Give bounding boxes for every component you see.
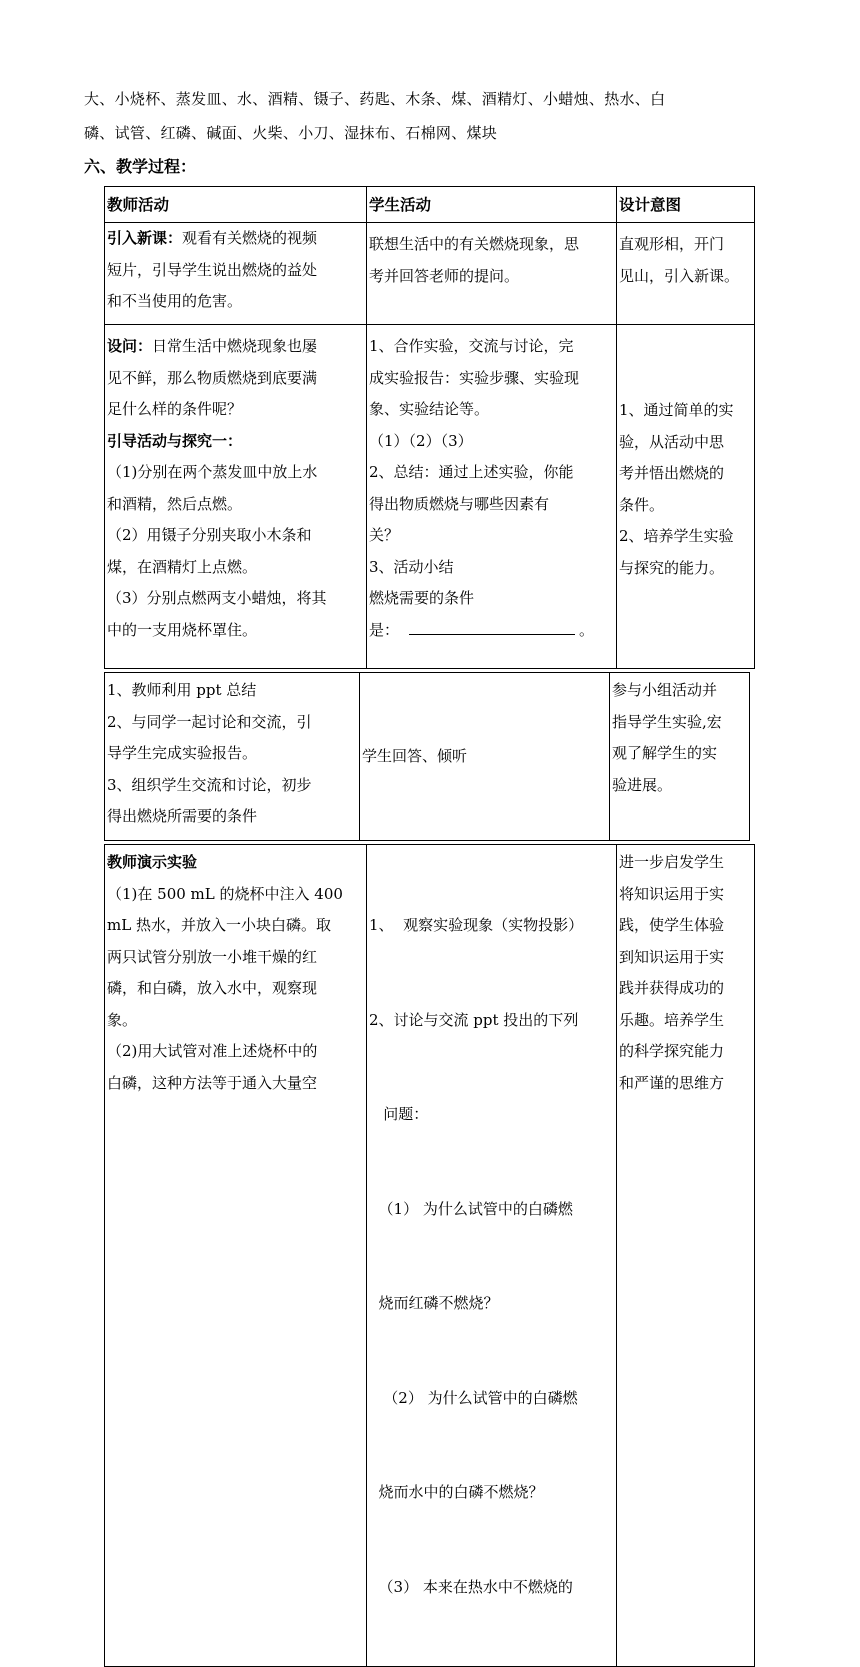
row3-intent-cell	[610, 673, 750, 841]
row2-intent-line: 与探究的能力。	[619, 558, 725, 577]
row4-student-line: 1、 观察实验现象（实物投影）	[369, 916, 584, 934]
table-row-intro	[105, 223, 755, 325]
row2-teacher-line: （1)分别在两个蒸发皿中放上水	[107, 463, 318, 481]
row1-teacher-line: 短片，引导学生说出燃烧的益处	[107, 260, 318, 279]
row2-teacher-line: 和酒精，然后点燃。	[107, 494, 243, 513]
row2-teacher-line: 煤，在酒精灯上点燃。	[107, 557, 258, 576]
table-row-summary	[105, 673, 750, 841]
row2-intent-line: 考并悟出燃烧的	[619, 464, 725, 482]
row1-student-cell	[367, 223, 617, 325]
row2-student-line: 关？	[369, 526, 400, 544]
answer-blank	[409, 616, 575, 635]
row4-intent-line: 践，使学生体验	[619, 916, 725, 934]
intro-label: 引入新课：	[107, 229, 183, 247]
row2-student-line: 得出物质燃烧与哪些因素有	[369, 494, 550, 513]
row1-teacher-cell	[105, 223, 367, 325]
row2-student-line: 象、实验结论等。	[369, 400, 490, 418]
table-row-demo	[105, 845, 755, 1667]
row4-student-line: 2、讨论与交流 ppt 投出的下列	[369, 1010, 579, 1029]
row4-student-line: （1） 为什么试管中的白磷燃	[369, 1199, 573, 1218]
row2-student-line: 成实验报告：实验步骤、实验现	[369, 368, 580, 387]
section-title: 六、教学过程：	[84, 157, 197, 176]
row2-teacher-cell	[105, 325, 367, 669]
row2-intent-line: 1、通过简单的实	[619, 401, 734, 419]
row4-intent-line: 进一步启发学生	[619, 853, 725, 871]
row2-teacher-line: 中的一支用烧杯罩住。	[107, 620, 258, 639]
row3-teacher-line: 1、教师利用 ppt 总结	[107, 681, 257, 699]
row4-student-line: 烧而水中的白磷不燃烧？	[369, 1483, 544, 1501]
row4-teacher-line: 磷，和白磷，放入水中，观察现	[107, 979, 318, 997]
row4-teacher-line: 两只试管分别放一小堆干燥的红	[107, 947, 318, 966]
row4-student-line: （3） 本来在热水中不燃烧的	[369, 1577, 573, 1596]
row2-student-line: （1）（2）（3）	[369, 431, 473, 450]
row4-intent-line: 到知识运用于实	[619, 947, 725, 966]
answer-prefix: 是：	[369, 620, 400, 639]
row2-intent-cell	[617, 325, 755, 669]
row4-student-cell	[367, 845, 617, 1667]
table-header-row	[105, 187, 755, 223]
answer-suffix: 。	[579, 620, 595, 639]
row2-student-cell	[367, 325, 617, 669]
row1-intent-line: 直观形相，开门	[619, 235, 725, 253]
row2-teacher-line: （3）分别点燃两支小蜡烛，将其	[107, 589, 327, 607]
row4-intent-line: 乐趣。培养学生	[619, 1010, 725, 1029]
row4-intent-line: 践并获得成功的	[619, 979, 725, 997]
header-student: 学生活动	[367, 187, 617, 223]
row3-intent-line: 指导学生实验,宏	[612, 712, 722, 731]
row4-intent-line: 将知识运用于实	[619, 884, 725, 903]
header-intent: 设计意图	[617, 187, 755, 223]
row3-intent-line: 观了解学生的实	[612, 744, 718, 762]
row2-teacher-line: （2）用镊子分别夹取小木条和	[107, 526, 312, 544]
row2-teacher-q-line: 日常生活中燃烧现象也屡	[152, 337, 318, 355]
row3-student-cell: 学生回答、倾听	[360, 673, 610, 841]
row4-teacher-line: （2)用大试管对准上述烧杯中的	[107, 1042, 318, 1060]
row1-teacher-line: 和不当使用的危害。	[107, 292, 243, 310]
row2-student-line: 1、合作实验，交流与讨论，完	[369, 337, 574, 355]
row4-teacher-line: （1)在 500 mL 的烧杯中注入 400	[107, 884, 343, 903]
row2-intent-line: 2、培养学生实验	[619, 527, 734, 545]
demo-table	[104, 844, 755, 1667]
row1-intent-cell	[617, 223, 755, 325]
summary-table	[104, 672, 750, 841]
row4-teacher-line: 白磷，这种方法等于通入大量空	[107, 1073, 318, 1092]
row1-intent-line: 见山，引入新课。	[619, 266, 740, 285]
row3-intent-line: 验进展。	[612, 775, 673, 794]
row3-teacher-line: 3、组织学生交流和讨论，初步	[107, 775, 312, 794]
row4-intent-cell	[617, 845, 755, 1667]
row4-intent-line: 的科学探究能力	[619, 1042, 725, 1060]
row3-teacher-cell	[105, 673, 360, 841]
row4-intent-line: 和严谨的思维方	[619, 1073, 725, 1092]
row2-student-line: 2、总结：通过上述实验，你能	[369, 463, 574, 481]
demo-label: 教师演示实验	[107, 853, 198, 871]
guide-label: 引导活动与探究一：	[107, 431, 243, 450]
materials-line-2: 磷、试管、红磷、碱面、火柴、小刀、湿抹布、石棉网、煤块	[84, 124, 498, 142]
row3-teacher-line: 2、与同学一起讨论和交流，引	[107, 712, 312, 731]
row4-student-line: （2） 为什么试管中的白磷燃	[369, 1388, 578, 1407]
row4-teacher-line: mL 热水，并放入一小块白磷。取	[107, 916, 331, 934]
row2-student-line: 燃烧需要的条件	[369, 589, 475, 607]
question-label: 设问：	[107, 337, 153, 355]
row4-student-line: 问题：	[369, 1105, 429, 1123]
row2-student-line: 3、活动小结	[369, 557, 454, 576]
row4-teacher-line: 象。	[107, 1010, 138, 1029]
row1-teacher-line: 观看有关燃烧的视频	[182, 229, 318, 247]
row3-intent-line: 参与小组活动并	[612, 681, 718, 699]
header-teacher: 教师活动	[105, 187, 367, 223]
row1-student-line: 联想生活中的有关燃烧现象，思	[369, 235, 580, 253]
row2-intent-line: 验，从活动中思	[619, 432, 725, 451]
table-row-inquiry	[105, 325, 755, 669]
materials-line-1: 大、小烧杯、蒸发皿、水、酒精、镊子、药匙、木条、煤、酒精灯、小蜡烛、热水、白	[84, 90, 666, 108]
row4-teacher-cell	[105, 845, 367, 1667]
row3-teacher-line: 导学生完成实验报告。	[107, 744, 258, 762]
row4-student-line: 烧而红磷不燃烧？	[369, 1294, 499, 1312]
row1-student-line: 考并回答老师的提问。	[369, 266, 520, 285]
row3-teacher-line: 得出燃烧所需要的条件	[107, 807, 258, 825]
teaching-process-table	[104, 186, 755, 669]
row2-teacher-q-line: 足什么样的条件呢？	[107, 400, 243, 418]
row2-intent-line: 条件。	[619, 495, 665, 514]
row2-teacher-q-line: 见不鲜，那么物质燃烧到底要满	[107, 368, 318, 387]
